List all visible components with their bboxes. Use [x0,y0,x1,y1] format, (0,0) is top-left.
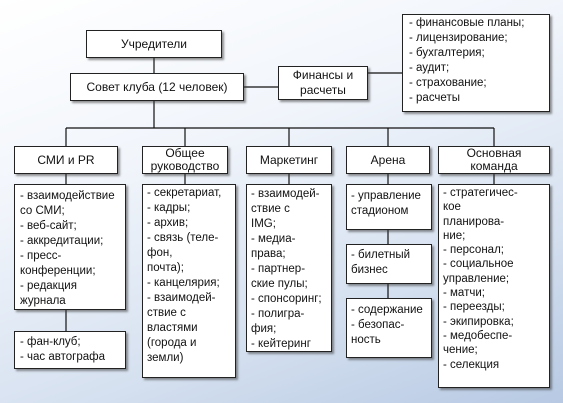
dept-arena-header: Арена [346,146,430,174]
dept-item: - медобеспе- чение; [443,329,513,357]
founders-box: Учредители [86,30,222,58]
dept-arena-items-3 [351,303,427,348]
dept-marketing-list [246,184,332,352]
dept-marketing-items [251,187,327,352]
dept-item: - содержание - безопас- ность [351,304,423,346]
dept-item: - переезды; [443,301,505,314]
dept-item: - персонал; [443,244,504,257]
dept-smi-items-2 [20,335,120,365]
dept-team-items [443,186,545,372]
dept-item: - полигра- фия; [251,308,305,335]
council-box: Совет клуба (12 человек) [70,73,244,101]
dept-team-list [438,184,550,388]
dept-item: - селекция [443,358,500,371]
dept-item: - веб-сайт; [20,220,77,232]
dept-smi-header: СМИ и PR [14,146,118,174]
dept-item: - час автографа [20,351,105,363]
dept-item: - связь (теле- фон, почта); [147,232,219,274]
dept-item: - управление стадионом [351,190,421,217]
dept-item: - канцелярия; [147,277,220,289]
dept-item: - матчи; [443,287,485,300]
dept-arena-list-2 [346,244,432,284]
dept-item: - экипировка; [443,315,514,328]
dept-marketing-header: Маркетинг [246,146,332,174]
finance-item: - бухгалтерия; [409,47,485,59]
dept-item: - взаимодействие со СМИ; [20,190,115,217]
finance-box: Финансы и расчеты [278,66,368,100]
dept-item: - социальное управление; [443,258,514,285]
dept-item: - кейтеринг [251,338,311,350]
dept-arena-items-2 [351,248,427,278]
finance-item: - страхование; [409,77,487,89]
dept-item: - стратегичес- кое планирова- ние; [443,187,518,242]
dept-item: - медиа- права; [251,233,296,260]
dept-arena-items-1 [351,189,427,219]
dept-smi-items-1 [20,189,120,309]
dept-item: - партнер- ские пулы; [251,263,308,290]
dept-general-list [142,184,236,378]
dept-item: - билетный бизнес [351,249,411,276]
dept-general-header: Общее руководство [142,146,228,174]
dept-smi-list-2 [14,331,126,369]
finance-list [402,14,550,112]
dept-general-items [147,186,231,366]
finance-item: - аудит; [409,62,450,74]
dept-item: - кадры; [147,202,191,214]
dept-item: - аккредитации; [20,235,104,247]
finance-item: - финансовые планы; [409,17,525,29]
finance-item: - лицензирование; [409,32,508,44]
dept-item: - взаимодей- ствие с властями (города и земли) [147,292,216,364]
dept-item: - архив; [147,217,189,229]
dept-item: - спонсоринг; [251,293,322,305]
dept-item: - секретариат, [147,187,222,199]
dept-item: - взаимодей- ствие с IMG; [251,188,320,230]
dept-item: - редакция журнала [20,280,77,307]
dept-smi-list-1 [14,184,126,310]
finance-item: - расчеты [409,92,460,104]
dept-team-header: Основная команда [438,146,550,174]
dept-arena-list-3 [346,298,432,358]
dept-arena-list-1 [346,184,432,230]
dept-item: - пресс- конференции; [20,250,96,277]
dept-item: - фан-клуб; [20,336,81,348]
finance-items [409,16,543,106]
